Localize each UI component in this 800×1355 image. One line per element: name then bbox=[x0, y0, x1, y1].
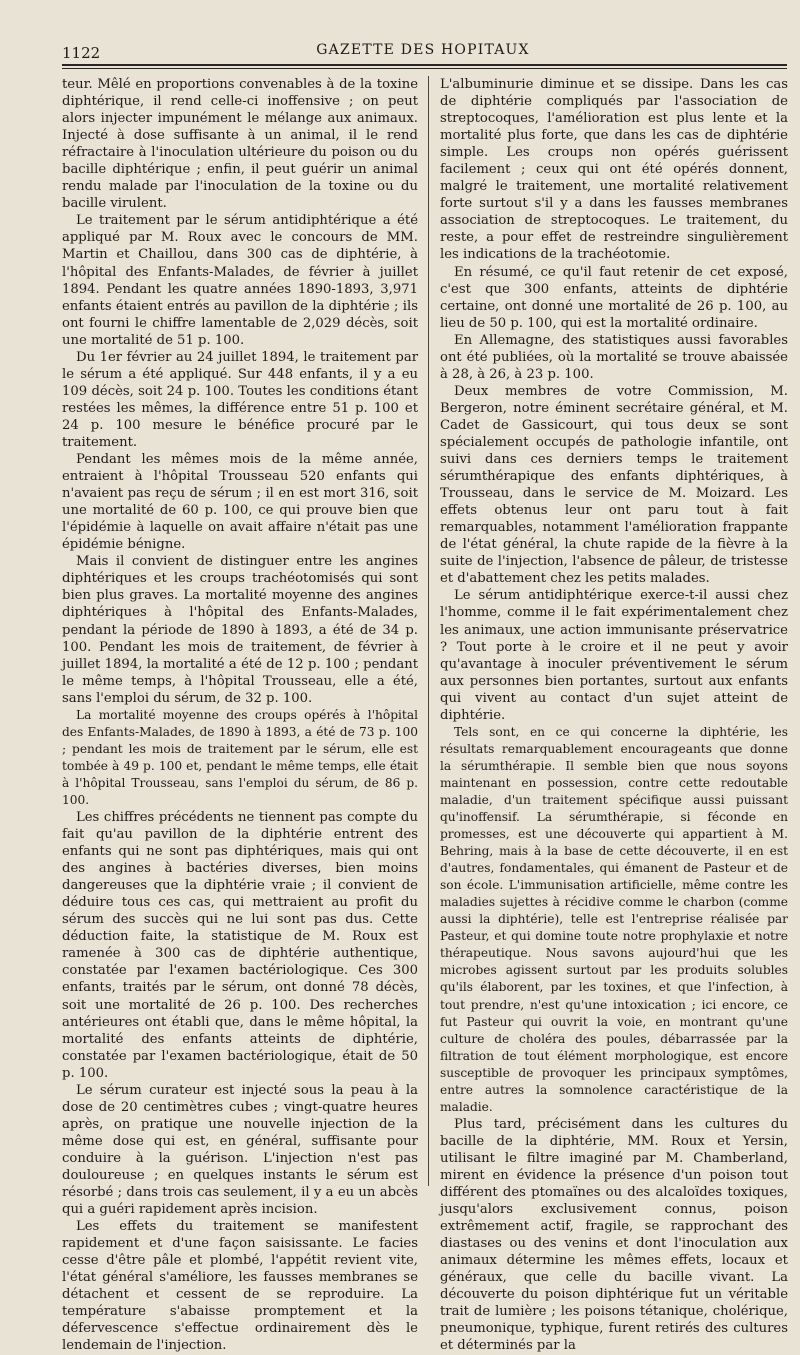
paragraph: Tels sont, en ce qui concerne la diphtérie, les résultats remarquablement encourageants que donne la sérumthérapie. Il semble bien que nous soyons maintenant en possession, contre cette redoutable maladie, d'un traitement spécifique aussi puissant qu'inoffensif. La sérumthérapie, si féconde en promesses, est une découverte qui appartient à M. Behring, mais à la base de cette découverte, il en est d'autres, fondamentales, qui émanent de Pasteur et de son école. L'immunisation artificielle, même contre les maladies sujettes à récidive comme le charbon (comme aussi la diphtérie), telle est l'entreprise réalisée par Pasteur, et qui domine toute notre prophylaxie et notre thérapeutique. Nous savons aujourd'hui que les microbes agissent surtout par les produits solubles qu'ils élaborent, par les toxines, et que l'infection, à tout prendre, n'est qu'une intoxication ; ici encore, ce fut Pasteur qui ouvrit la voie, en montrant qu'une culture de choléra des poules, débarrassée par la filtration de tout élément morphologique, est encore susceptible de provoquer les principaux symptômes, entre autres la somnolence caractéristique de la maladie. bbox=[440, 724, 788, 1114]
paragraph: Plus tard, précisément dans les cultures du bacille de la diphtérie, MM. Roux et Yersin, utilisant le filtre imaginé par M. Chamberland, mirent en évidence la présence d'un poison tout différent des ptomaïnes ou des alcaloïdes toxiques, jusqu'alors exclusivement connus, poison extrêmement actif, fragile, se rapprochant des diastases ou des venins et dont l'inoculation aux animaux détermine les mêmes effets, locaux et généraux, que celle du bacille vivant. La découverte du poison diphtérique fut un véritable trait de lumière ; les poisons tétanique, cholérique, pneumonique, typhique, furent retirés des cultures et déterminés par la bbox=[440, 1116, 788, 1354]
paragraph: Le sérum antidiphtérique exerce-t-il aussi chez l'homme, comme il le fait expérimentalement chez les animaux, une action immunisante préservatrice ? Tout porte à le croire et il ne peut y avoir qu'avantage à inoculer préventivement le sérum aux personnes bien portantes, surtout aux enfants qui vivent au contact d'un sujet atteint de diphtérie. bbox=[440, 588, 788, 723]
paragraph: Les chiffres précédents ne tiennent pas compte du fait qu'au pavillon de la diphtérie entrent des enfants qui ne sont pas diphtériques, mais qui ont des angines à bactéries diverses, bien moins dangereuses que la diphtérie vraie ; il convient de déduire tous ces cas, qui mettraient au profit du sérum des succès qui ne lui sont pas dus. Cette déduction faite, la statistique de M. Roux est ramenée à 300 cas de diphtérie authentique, constatée par l'examen bactériologique. Ces 300 enfants, traités par le sérum, ont donné 78 décès, soit une mortalité de 26 p. 100. Des recherches antérieures ont établi que, dans le même hôpital, la mortalité des enfants atteints de diphtérie, constatée par l'examen bactériologique, était de 50 p. 100. bbox=[62, 810, 418, 1081]
column-divider bbox=[428, 76, 429, 1186]
page-header bbox=[62, 40, 784, 62]
paragraph: Pendant les mêmes mois de la même année, entraient à l'hôpital Trousseau 520 enfants qui n'avaient pas reçu de sérum ; il en est mort 316, soit une mortalité de 60 p. 100, ce qui prouve bien que l'épidémie à laquelle on avait affaire n'était pas une épidémie bénigne. bbox=[62, 452, 418, 553]
paragraph: La mortalité moyenne des croups opérés à l'hôpital des Enfants-Malades, de 1890 à 1893, a été de 73 p. 100 ; pendant les mois de traitement par le sérum, elle est tombée à 49 p. 100 et, pendant le même temps, elle était à l'hôpital Trousseau, sans l'emploi du sérum, de 86 p. 100. bbox=[62, 707, 418, 807]
paragraph: Deux membres de votre Commission, M. Bergeron, notre éminent secrétaire général, et M. Cadet de Gassicourt, qui tous deux se sont spécialement occupés de pathologie infantile, ont suivi dans ces derniers temps le traitement sérumthérapique des enfants diphtériques, à Trousseau, dans le service de M. Moizard. Les effets obtenus leur ont paru tout à fait remarquables, notamment l'amélioration frappante de l'état général, la chute rapide de la fièvre à la suite de l'injection, l'absence de pâleur, de tristesse et d'abattement chez les petits malades. bbox=[440, 383, 788, 587]
right-column bbox=[440, 76, 788, 1354]
paragraph: Le sérum curateur est injecté sous la peau à la dose de 20 centimètres cubes ; vingt-quatre heures après, on pratique une nouvelle injection de la même dose qui est, en général, suffisante pour conduire à la guérison. L'injection n'est pas douloureuse ; en quelques instants le sérum est résorbé ; dans trois cas seulement, il y a eu un abcès qui a guéri rapidement après incision. bbox=[62, 1082, 418, 1218]
paragraph: Le traitement par le sérum antidiphtérique a été appliqué par M. Roux avec le concours de MM. Martin et Chaillou, dans 300 cas de diphtérie, à l'hôpital des Enfants-Malades, de février à juillet 1894. Pendant les quatre années 1890-1893, 3,971 enfants étaient entrés au pavillon de la diphtérie ; ils ont fourni le chiffre lamentable de 2,029 décès, soit une mortalité de 51 p. 100. bbox=[62, 213, 418, 348]
paragraph: En résumé, ce qu'il faut retenir de cet exposé, c'est que 300 enfants, atteints de diphtérie certaine, ont donné une mortalité de 26 p. 100, au lieu de 50 p. 100, qui est la mortalité ordinaire. bbox=[440, 264, 788, 331]
paragraph: Du 1er février au 24 juillet 1894, le traitement par le sérum a été appliqué. Sur 448 enfants, il y a eu 109 décès, soit 24 p. 100. Toutes les conditions étant restées les mêmes, la différence entre 51 p. 100 et 24 p. 100 mesure le bénéfice procuré par le traitement. bbox=[62, 349, 418, 450]
paragraph: En Allemagne, des statistiques aussi favorables ont été publiées, où la mortalité se trouve abaissée à 28, à 26, à 23 p. 100. bbox=[440, 332, 788, 382]
journal-title: GAZETTE DES HOPITAUX bbox=[316, 42, 530, 58]
header-rule-thick bbox=[62, 64, 787, 66]
paragraph: teur. Mêlé en proportions convenables à de la toxine diphtérique, il rend celle-ci inoffensive ; on peut alors injecter impunément le mélange aux animaux. Injecté à dose suffisante à un animal, il le rend réfractaire à l'inoculation ultérieure du poison ou du bacille diphtérique ; enfin, il peut guérir un animal rendu malade par l'inoculation de la toxine ou du bacille virulent. bbox=[62, 77, 418, 212]
paragraph: Les effets du traitement se manifestent rapidement et d'une façon saisissante. Le facies cesse d'être pâle et plombé, l'appétit revient vite, l'état général s'améliore, les fausses membranes se détachent et cessent de se reproduire. La température s'abaisse promptement et la défervescence s'effectue ordinairement dès le lendemain de l'injection. bbox=[62, 1219, 418, 1354]
header-rule-thin bbox=[62, 68, 787, 69]
page-number: 1122 bbox=[62, 44, 101, 62]
left-column bbox=[62, 76, 418, 1354]
paragraph: L'albuminurie diminue et se dissipe. Dans les cas de diphtérie compliqués par l'association de streptocoques, l'amélioration est plus lente et la mortalité plus forte, que dans les cas de diphtérie simple. Les croups non opérés guérissent facilement ; ceux qui ont été opérés donnent, malgré le traitement, une mortalité relativement forte surtout s'il y a dans les fausses membranes association de streptocoques. Le traitement, du reste, a pour effet de restreindre singulièrement les indications de la trachéotomie. bbox=[440, 77, 788, 263]
paragraph: Mais il convient de distinguer entre les angines diphtériques et les croups trachéotomisés qui sont bien plus graves. La mortalité moyenne des angines diphtériques à l'hôpital des Enfants-Malades, pendant la période de 1890 à 1893, a été de 34 p. 100. Pendant les mois de traitement, de février à juillet 1894, la mortalité a été de 12 p. 100 ; pendant le même temps, à l'hôpital Trousseau, elle a été, sans l'emploi du sérum, de 32 p. 100. bbox=[62, 554, 418, 706]
